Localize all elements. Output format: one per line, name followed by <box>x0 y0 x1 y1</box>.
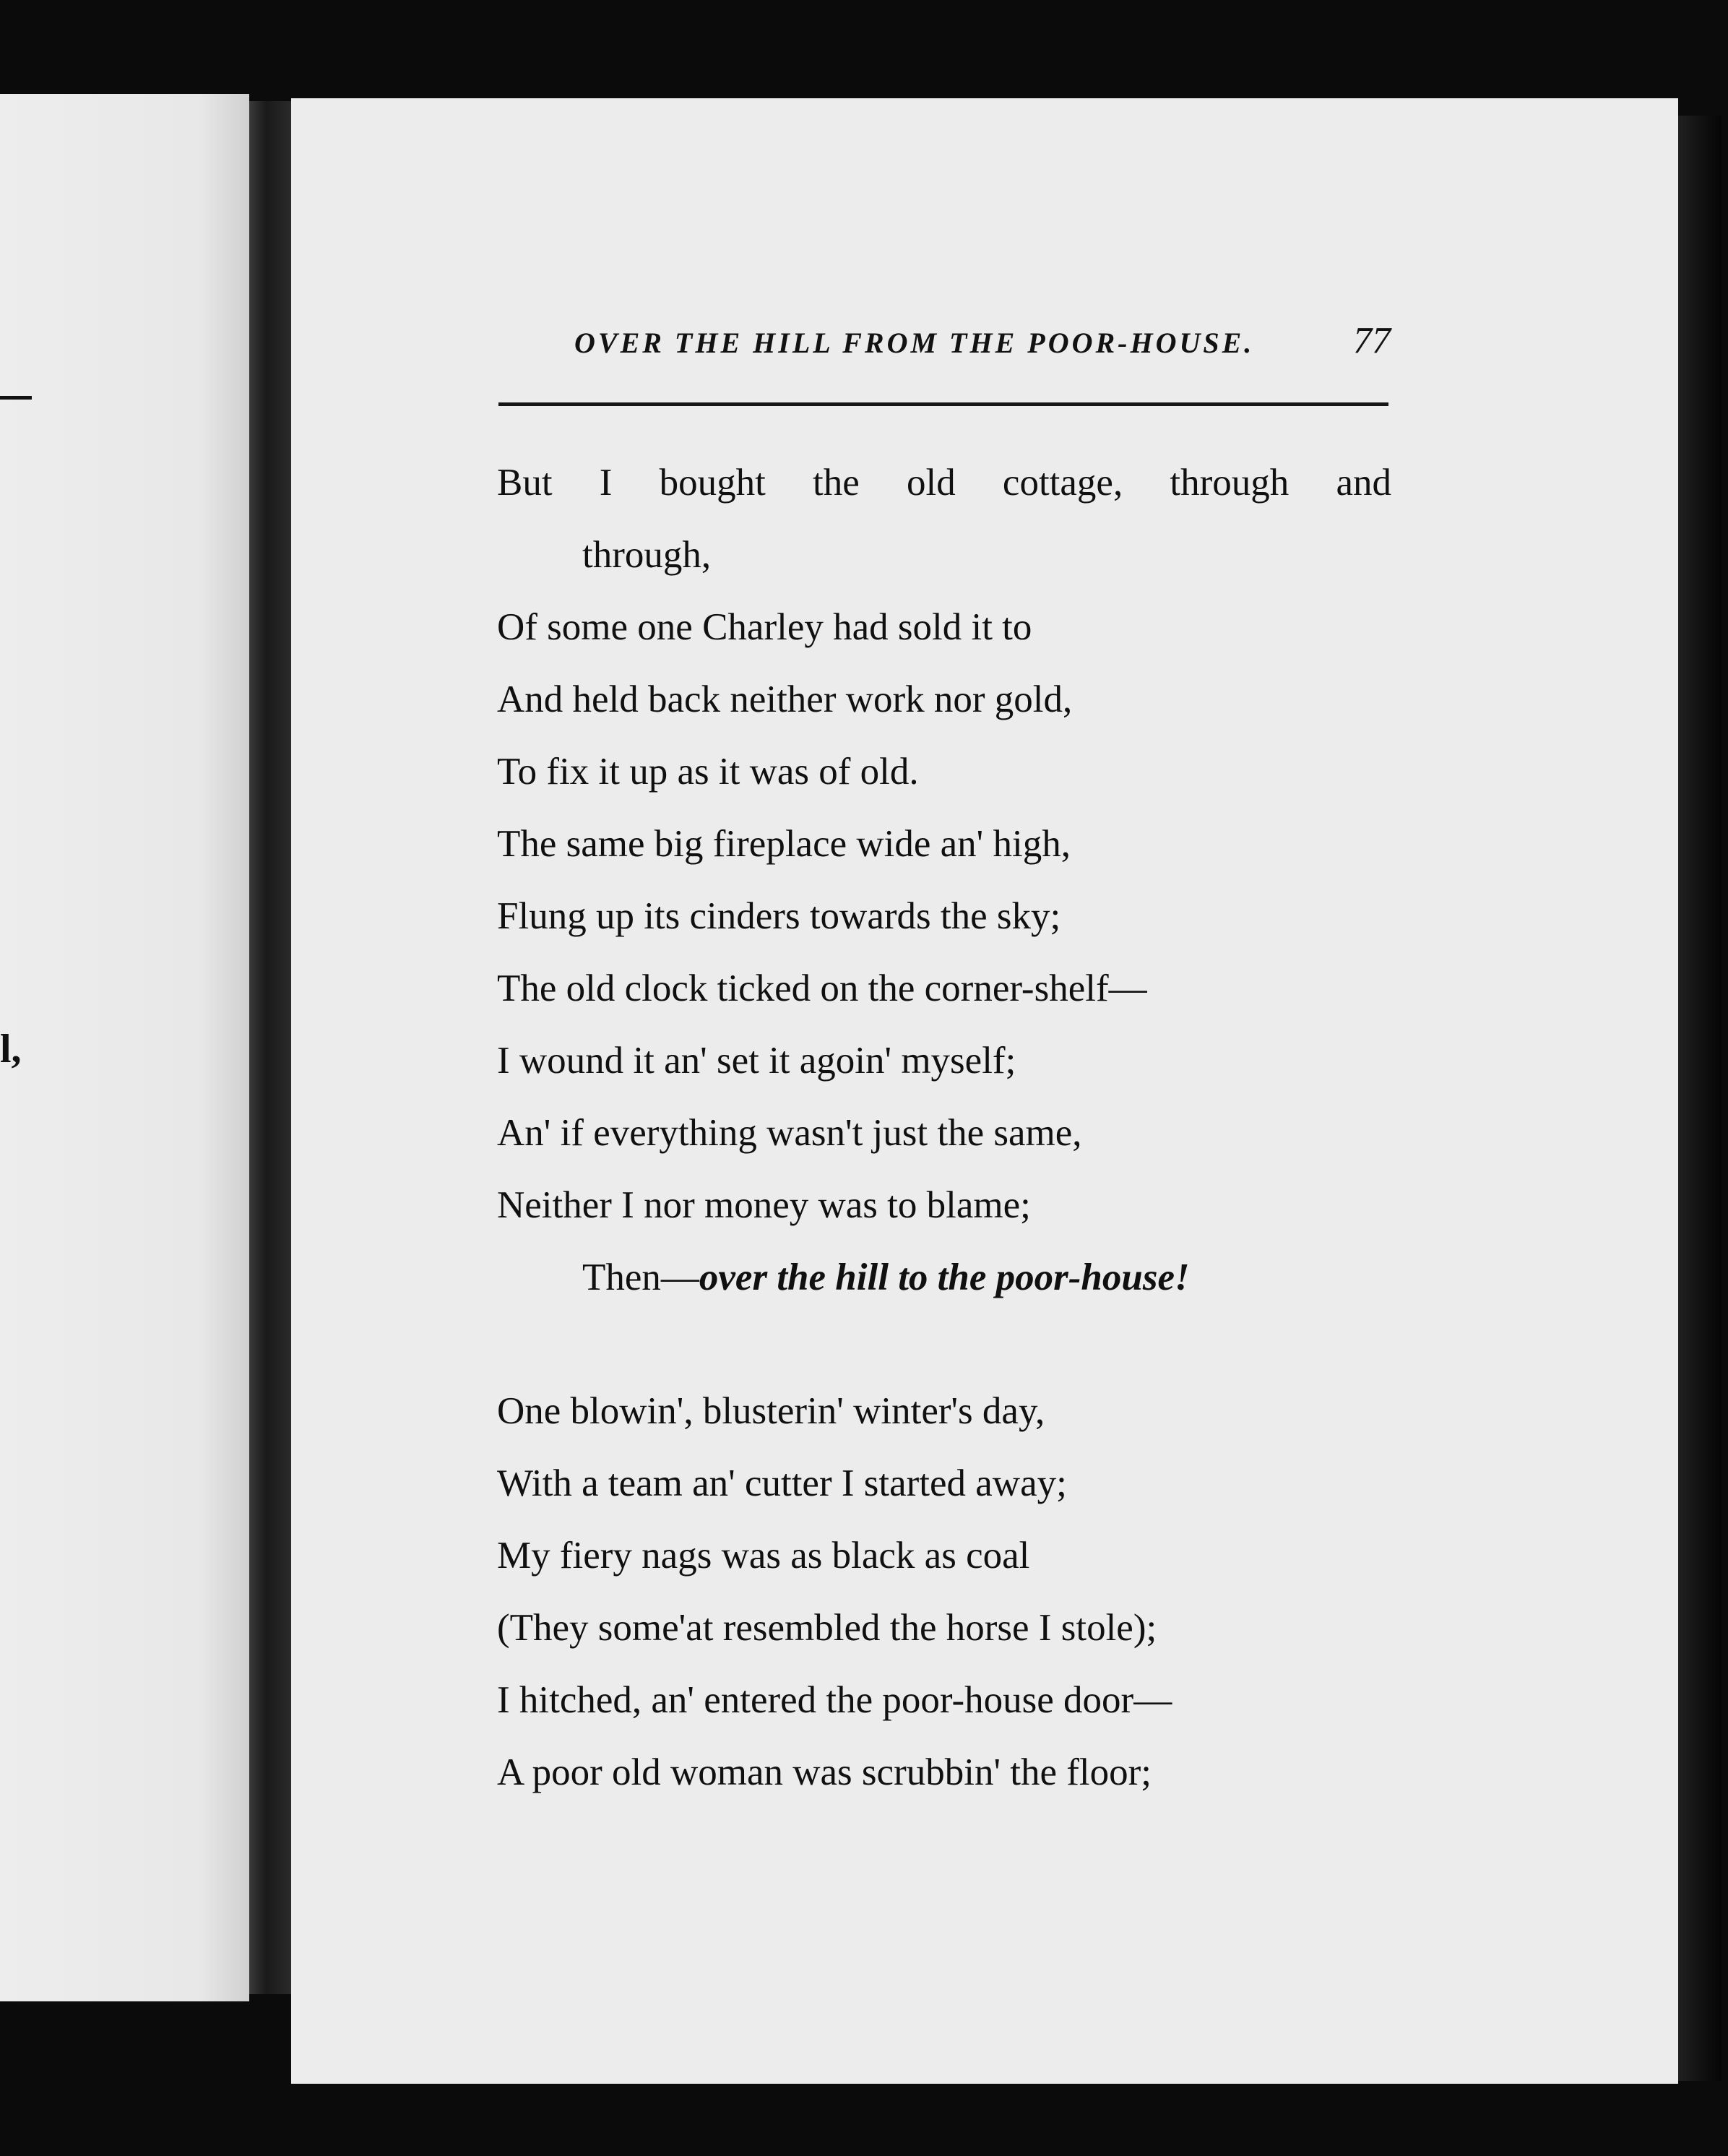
verse-line: A poor old woman was scrubbin' the floor; <box>497 1751 1152 1793</box>
verse-line: My fiery nags was as black as coal <box>497 1535 1030 1577</box>
verse-line: With a team an' cutter I started away; <box>497 1462 1067 1504</box>
verse-line: And held back neither work nor gold, <box>497 678 1073 720</box>
book-gutter <box>249 101 291 1994</box>
stanza-2 <box>497 1375 1400 1808</box>
verse-line: I wound it an' set it agoin' myself; <box>497 1040 1016 1082</box>
poem-text <box>497 447 1400 1808</box>
page-number: 77 <box>1353 320 1391 361</box>
verse-line: I hitched, an' entered the poor-house door— <box>497 1679 1172 1721</box>
verse-line: through, <box>582 534 712 576</box>
verse-line: (They some'at resembled the horse I stole); <box>497 1607 1157 1649</box>
left-page-edge-text: l, <box>0 1027 22 1071</box>
verse-line: To fix it up as it was of old. <box>497 751 919 793</box>
left-page <box>0 94 249 2001</box>
stanza-1 <box>497 447 1400 1314</box>
verse-line: An' if everything wasn't just the same, <box>497 1112 1082 1154</box>
verse-line: Neither I nor money was to blame; <box>497 1184 1031 1226</box>
refrain-italic-text: over the hill to the poor-house! <box>699 1256 1190 1298</box>
running-title: OVER THE HILL FROM THE POOR-HOUSE. <box>574 327 1255 359</box>
header-rule <box>498 402 1388 406</box>
verse-line: Of some one Charley had sold it to <box>497 606 1032 648</box>
refrain-line <box>497 1241 1400 1314</box>
verse-line: One blowin', blusterin' winter's day, <box>497 1390 1045 1432</box>
refrain-prefix: Then— <box>582 1256 699 1298</box>
verse-line: Flung up its cinders towards the sky; <box>497 895 1061 937</box>
verse-line: But I bought the old cottage, through and <box>497 462 1391 504</box>
verse-line: The same big fireplace wide an' high, <box>497 823 1071 865</box>
verse-line: The old clock ticked on the corner-shelf— <box>497 967 1147 1009</box>
page-edge-shadow <box>1678 116 1721 2081</box>
running-head <box>574 319 1391 370</box>
left-page-rule <box>0 396 32 400</box>
stanza-break <box>497 1314 1400 1375</box>
